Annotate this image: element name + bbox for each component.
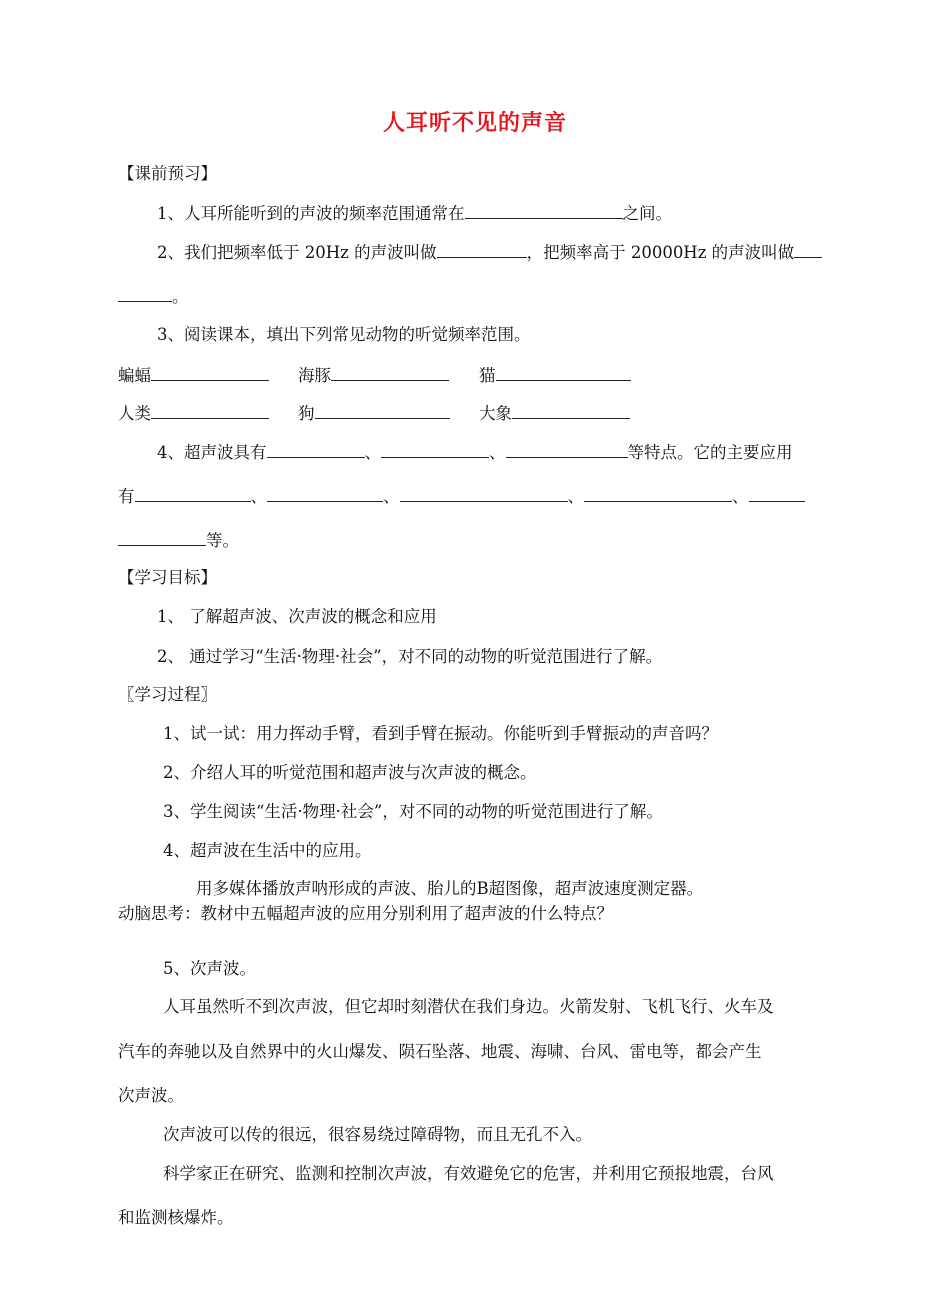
animal-row: [118, 364, 269, 387]
paragraph-line: 人耳虽然听不到次声波，但它却时刻潜伏在我们身边。火箭发射、飞机飞行、火车及: [163, 997, 774, 1016]
paragraph-line: 次声波可以传的很远，很容易绕过障碍物，而且无孔不入。: [163, 1125, 592, 1144]
answer-blank[interactable]: [331, 364, 449, 381]
answer-blank[interactable]: [267, 441, 365, 458]
process-item: 4、超声波在生活中的应用。: [163, 841, 372, 860]
answer-blank[interactable]: [584, 485, 732, 502]
q4-tail: 等。: [206, 531, 239, 550]
think-prompt: 动脑思考：教材中五幅超声波的应用分别利用了超声波的什么特点？: [118, 904, 613, 923]
animal-row: [118, 402, 269, 425]
animal-row: [298, 402, 450, 425]
separator: 、: [732, 487, 749, 506]
answer-blank[interactable]: [315, 402, 450, 419]
goal-item: 2、 通过学习“生活·物理·社会”，对不同的动物的听觉范围进行了解。: [157, 647, 663, 666]
question-4-cont: [118, 485, 805, 508]
answer-blank[interactable]: [151, 402, 269, 419]
paragraph-line: 汽车的奔驰以及自然界中的火山爆发、陨石坠落、地震、海啸、台风、雷电等，都会产生: [118, 1042, 762, 1061]
animal-row: [479, 364, 631, 387]
q1-text: 1、人耳所能听到的声波的频率范围通常在: [157, 204, 465, 223]
paragraph-line: 和监测核爆炸。: [118, 1208, 234, 1227]
process-item: 2、介绍人耳的听觉范围和超声波与次声波的概念。: [163, 763, 537, 782]
question-2: [157, 241, 822, 264]
paragraph-line: 科学家正在研究、监测和控制次声波，有效避免它的危害，并利用它预报地震，台风: [163, 1164, 774, 1183]
answer-blank[interactable]: [465, 202, 623, 219]
animal-label: 人类: [118, 404, 151, 423]
answer-blank[interactable]: [496, 364, 631, 381]
question-4: [157, 441, 793, 464]
q4-have: 有: [118, 487, 135, 506]
separator: 、: [250, 487, 267, 506]
process-item: 1、试一试：用力挥动手臂，看到手臂在振动。你能听到手臂振动的声音吗？: [163, 724, 718, 743]
animal-label: 猫: [479, 366, 496, 385]
page-title: 人耳听不见的声音: [382, 111, 567, 136]
animal-label: 海豚: [298, 366, 331, 385]
answer-blank[interactable]: [151, 364, 269, 381]
question-4-end: [118, 529, 239, 552]
animal-label: 大象: [479, 404, 512, 423]
answer-blank[interactable]: [135, 485, 251, 502]
process-item-5: 5、次声波。: [163, 959, 256, 978]
goal-item: 1、 了解超声波、次声波的概念和应用: [157, 607, 437, 626]
animal-row: [298, 364, 449, 387]
answer-blank[interactable]: [506, 441, 628, 458]
paragraph-line: 次声波。: [118, 1086, 184, 1105]
preview-heading: 【课前预习】: [118, 164, 217, 183]
q2-tail: 。: [172, 287, 189, 306]
separator: 、: [383, 487, 400, 506]
answer-blank[interactable]: [267, 485, 383, 502]
answer-blank[interactable]: [749, 485, 805, 502]
answer-blank[interactable]: [437, 241, 527, 258]
goals-heading: 【学习目标】: [118, 568, 217, 587]
question-2-cont: [118, 285, 189, 308]
process-heading: 〖学习过程〗: [118, 685, 217, 704]
question-3: 3、阅读课本，填出下列常见动物的听觉频率范围。: [157, 325, 531, 344]
q2-mid: ，把频率高于 20000Hz 的声波叫做: [526, 243, 795, 262]
q2-text: 2、我们把频率低于 20Hz 的声波叫做: [157, 243, 437, 262]
answer-blank[interactable]: [512, 402, 630, 419]
animal-row: [479, 402, 630, 425]
process-item: 3、学生阅读“生活·物理·社会”，对不同的动物的听觉范围进行了解。: [163, 802, 663, 821]
q4-text: 4、超声波具有: [157, 443, 267, 462]
answer-blank[interactable]: [118, 529, 206, 546]
media-note: 用多媒体播放声呐形成的声波、胎儿的B超图像，超声波速度测定器。: [196, 879, 704, 898]
separator: 、: [364, 443, 381, 462]
separator: 、: [567, 487, 584, 506]
answer-blank[interactable]: [400, 485, 568, 502]
question-1: [157, 202, 672, 225]
animal-label: 蝙蝠: [118, 366, 151, 385]
answer-blank[interactable]: [118, 285, 172, 302]
answer-blank[interactable]: [794, 241, 822, 258]
q1-tail: 之间。: [622, 204, 672, 223]
separator: 、: [489, 443, 506, 462]
q4-mid: 等特点。它的主要应用: [627, 443, 793, 462]
answer-blank[interactable]: [381, 441, 489, 458]
animal-label: 狗: [298, 404, 315, 423]
